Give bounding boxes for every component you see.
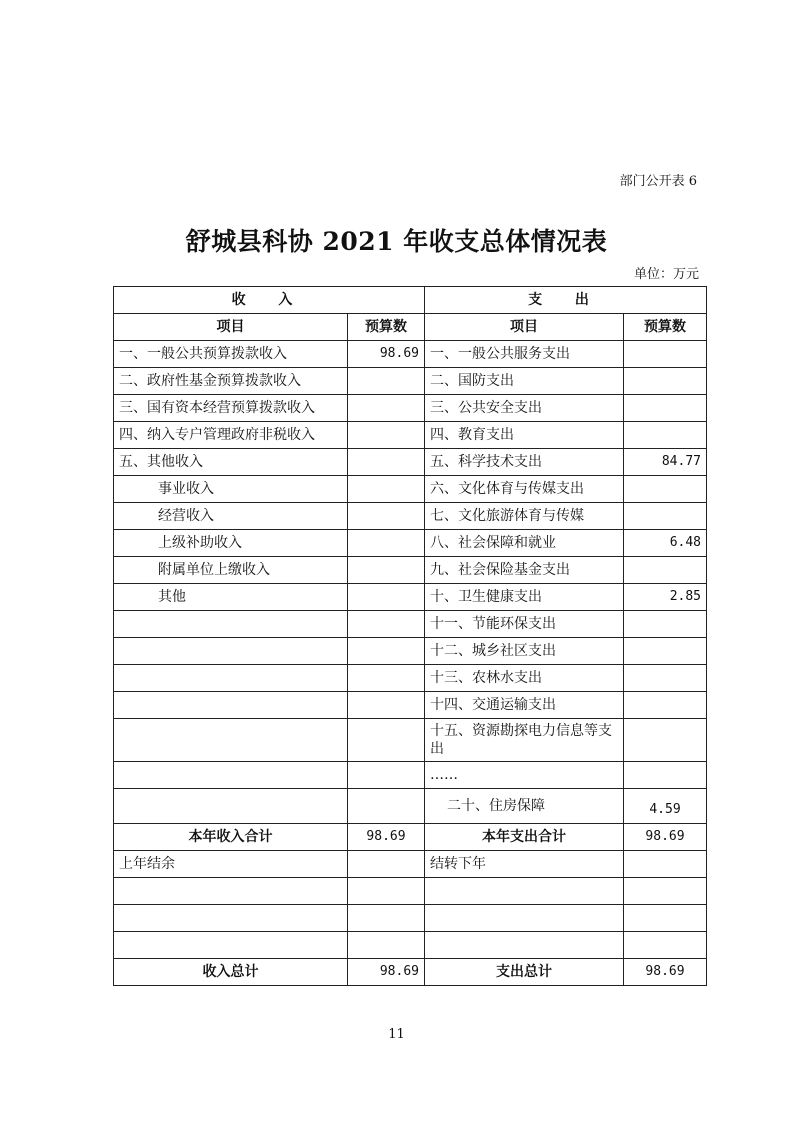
expense-value (624, 762, 707, 789)
income-value (348, 611, 425, 638)
expense-item: 九、社会保险基金支出 (425, 557, 624, 584)
empty-cell (348, 905, 425, 932)
income-item (114, 719, 348, 762)
empty-row (114, 905, 707, 932)
income-item (114, 692, 348, 719)
income-value (348, 638, 425, 665)
expense-value: 84.77 (624, 449, 707, 476)
grand-totals-row (114, 959, 707, 986)
expense-value: 2.85 (624, 584, 707, 611)
expense-value (624, 503, 707, 530)
income-item-header: 项目 (114, 314, 348, 341)
income-item: 上级补助收入 (114, 530, 348, 557)
budget-table (113, 286, 707, 986)
table-row (114, 762, 707, 789)
empty-cell (624, 878, 707, 905)
table-row (114, 611, 707, 638)
table-row (114, 395, 707, 422)
empty-cell (425, 932, 624, 959)
expense-item: 十二、城乡社区支出 (425, 638, 624, 665)
income-item: 附属单位上缴收入 (114, 557, 348, 584)
income-item: 三、国有资本经营预算拨款收入 (114, 395, 348, 422)
expense-value (624, 395, 707, 422)
expense-budget-header: 预算数 (624, 314, 707, 341)
expense-item: 二十、住房保障 (425, 789, 624, 824)
carry-forward-label: 结转下年 (425, 851, 624, 878)
expense-value (624, 341, 707, 368)
expense-item: 六、文化体育与传媒支出 (425, 476, 624, 503)
empty-cell (114, 905, 348, 932)
income-item: 事业收入 (114, 476, 348, 503)
income-value (348, 789, 425, 824)
table-row (114, 557, 707, 584)
prior-year-balance-label: 上年结余 (114, 851, 348, 878)
carry-forward-value (624, 851, 707, 878)
table-row (114, 449, 707, 476)
income-value (348, 422, 425, 449)
table-row (114, 719, 707, 762)
column-header-row (114, 314, 707, 341)
expense-value (624, 368, 707, 395)
empty-cell (425, 905, 624, 932)
table-row (114, 638, 707, 665)
expense-item: 十三、农林水支出 (425, 665, 624, 692)
empty-row (114, 932, 707, 959)
income-value (348, 762, 425, 789)
expense-item: 四、教育支出 (425, 422, 624, 449)
section-header-row (114, 287, 707, 314)
expense-value (624, 476, 707, 503)
carry-row (114, 851, 707, 878)
expense-value (624, 611, 707, 638)
year-expense-total-value: 98.69 (624, 824, 707, 851)
income-value: 98.69 (348, 341, 425, 368)
year-expense-total-label: 本年支出合计 (425, 824, 624, 851)
income-item (114, 789, 348, 824)
income-item: 经营收入 (114, 503, 348, 530)
income-value (348, 584, 425, 611)
table-row (114, 692, 707, 719)
grand-income-total-label: 收入总计 (114, 959, 348, 986)
empty-row (114, 878, 707, 905)
expense-item: 十四、交通运输支出 (425, 692, 624, 719)
page-title: 舒城县科协 2021 年收支总体情况表 (185, 227, 608, 256)
expense-item: 十、卫生健康支出 (425, 584, 624, 611)
empty-cell (624, 905, 707, 932)
table-row (114, 476, 707, 503)
income-item (114, 665, 348, 692)
expense-value (624, 638, 707, 665)
income-value (348, 449, 425, 476)
empty-cell (348, 932, 425, 959)
year-income-total-label: 本年收入合计 (114, 824, 348, 851)
income-item (114, 638, 348, 665)
income-value (348, 530, 425, 557)
income-item: 二、政府性基金预算拨款收入 (114, 368, 348, 395)
expense-section-header: 支 出 (425, 287, 707, 314)
expense-value (624, 422, 707, 449)
income-item (114, 762, 348, 789)
expense-value (624, 665, 707, 692)
income-value (348, 692, 425, 719)
income-value (348, 665, 425, 692)
prior-year-balance-value (348, 851, 425, 878)
income-value (348, 395, 425, 422)
table-row (114, 665, 707, 692)
expense-value: 6.48 (624, 530, 707, 557)
expense-value (624, 557, 707, 584)
table-row (114, 368, 707, 395)
expense-item: 二、国防支出 (425, 368, 624, 395)
empty-cell (425, 878, 624, 905)
income-value (348, 368, 425, 395)
year-income-total-value: 98.69 (348, 824, 425, 851)
grand-expense-total-label: 支出总计 (425, 959, 624, 986)
table-row (114, 789, 707, 824)
income-value (348, 719, 425, 762)
empty-cell (624, 932, 707, 959)
empty-cell (114, 932, 348, 959)
empty-cell (114, 878, 348, 905)
expense-item: 十五、资源勘探电力信息等支出 (425, 719, 624, 762)
expense-value: 4.59 (624, 789, 707, 824)
form-number: 部门公开表 6 (619, 174, 697, 189)
income-item (114, 611, 348, 638)
expense-item: 三、公共安全支出 (425, 395, 624, 422)
income-value (348, 503, 425, 530)
income-item: 一、一般公共预算拨款收入 (114, 341, 348, 368)
income-section-header: 收 入 (114, 287, 425, 314)
expense-value (624, 692, 707, 719)
page-number: 11 (388, 1027, 405, 1042)
table-row (114, 530, 707, 557)
unit-label: 单位：万元 (633, 267, 699, 282)
table-row (114, 503, 707, 530)
grand-expense-total-value: 98.69 (624, 959, 707, 986)
table-row (114, 422, 707, 449)
table-row (114, 584, 707, 611)
expense-item: 八、社会保障和就业 (425, 530, 624, 557)
expense-item: 一、一般公共服务支出 (425, 341, 624, 368)
table-row (114, 341, 707, 368)
expense-value (624, 719, 707, 762)
income-value (348, 557, 425, 584)
income-item: 其他 (114, 584, 348, 611)
income-value (348, 476, 425, 503)
expense-item-header: 项目 (425, 314, 624, 341)
expense-item: …… (425, 762, 624, 789)
income-budget-header: 预算数 (348, 314, 425, 341)
year-totals-row (114, 824, 707, 851)
grand-income-total-value: 98.69 (348, 959, 425, 986)
expense-item: 十一、节能环保支出 (425, 611, 624, 638)
income-item: 四、纳入专户管理政府非税收入 (114, 422, 348, 449)
expense-item: 五、科学技术支出 (425, 449, 624, 476)
expense-item: 七、文化旅游体育与传媒 (425, 503, 624, 530)
income-item: 五、其他收入 (114, 449, 348, 476)
empty-cell (348, 878, 425, 905)
